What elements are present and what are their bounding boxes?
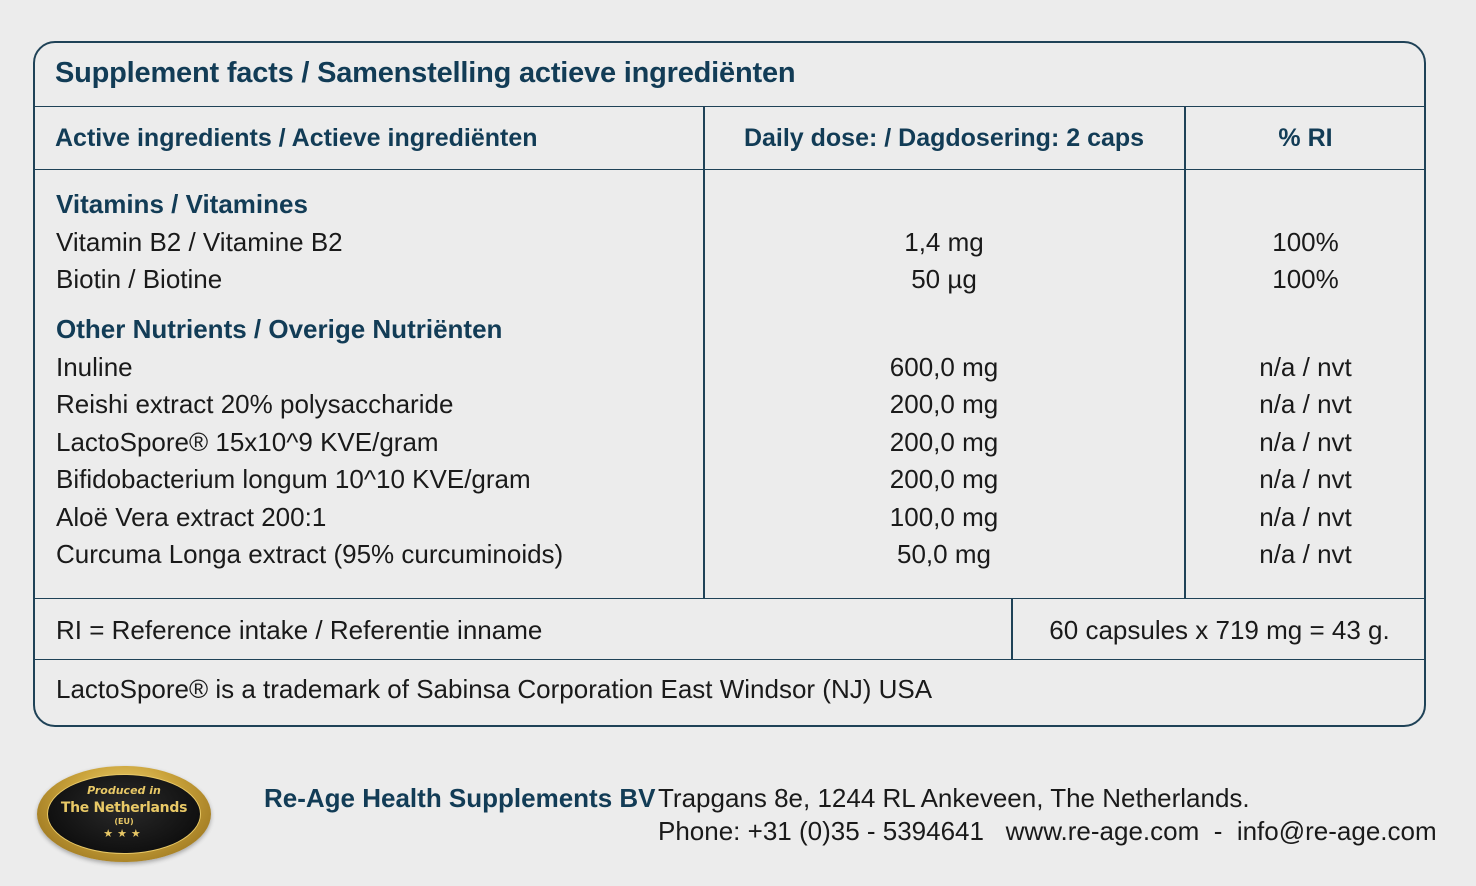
panel-title: Supplement facts / Samenstelling actieve ingrediënten — [55, 57, 796, 89]
table-row-ingredient: Curcuma Longa extract (95% curcuminoids) — [56, 539, 564, 569]
seal-main-text: The Netherlands — [60, 800, 188, 816]
company-address: Trapgans 8e, 1244 RL Ankeveen, The Netherlands. — [658, 783, 1250, 813]
table-row-ri: n/a / nvt — [1259, 502, 1352, 532]
ri-note: RI = Reference intake / Referentie inname — [56, 615, 543, 645]
table-row-dose: 200,0 mg — [889, 464, 999, 494]
table-row-ingredient: Aloë Vera extract 200:1 — [56, 502, 327, 532]
trademark-note: LactoSpore® is a trademark of Sabinsa Corporation East Windsor (NJ) USA — [56, 674, 933, 704]
supplement-facts-panel — [33, 41, 1426, 727]
table-row-ri: 100% — [1272, 264, 1339, 294]
produced-in-netherlands-seal-icon — [37, 766, 211, 862]
table-row-ingredient: LactoSpore® 15x10^9 KVE/gram — [56, 427, 439, 457]
ri-note-row — [35, 598, 1424, 660]
company-contact: Phone: +31 (0)35 - 5394641 www.re-age.com - info@re-age.com — [658, 816, 1437, 846]
table-row-ingredient: Vitamin B2 / Vitamine B2 — [56, 227, 343, 257]
table-row-ingredient: Inuline — [56, 352, 133, 382]
header-ingredients: Active ingredients / Actieve ingrediënten — [55, 124, 538, 152]
table-row-ri: n/a / nvt — [1259, 464, 1352, 494]
header-ri: % RI — [1278, 124, 1333, 152]
seal-eu-text: (EU) — [114, 817, 134, 826]
table-row-dose: 200,0 mg — [889, 427, 999, 457]
title-row — [35, 43, 1424, 107]
company-name: Re-Age Health Supplements BV — [264, 783, 656, 813]
table-row-dose: 600,0 mg — [889, 352, 999, 382]
table-row-dose: 50 µg — [911, 264, 977, 294]
section-other-nutrients: Other Nutrients / Overige Nutriënten — [56, 314, 503, 344]
table-row-ri: n/a / nvt — [1259, 427, 1352, 457]
table-row-ri: n/a / nvt — [1259, 352, 1352, 382]
table-row-dose: 1,4 mg — [904, 227, 984, 257]
section-vitamins: Vitamins / Vitamines — [56, 189, 308, 219]
table-row-dose: 100,0 mg — [889, 502, 999, 532]
table-row-ingredient: Reishi extract 20% polysaccharide — [56, 389, 454, 419]
table-row-ri: 100% — [1272, 227, 1339, 257]
header-dose: Daily dose: / Dagdosering: 2 caps — [743, 124, 1145, 152]
table-row-ingredient: Bifidobacterium longum 10^10 KVE/gram — [56, 464, 531, 494]
seal-stars: ★★★ — [103, 827, 145, 840]
table-row-ri: n/a / nvt — [1259, 539, 1352, 569]
seal-top-text: Produced in — [87, 784, 161, 797]
table-row-dose: 200,0 mg — [889, 389, 999, 419]
capsules-note: 60 capsules x 719 mg = 43 g. — [1049, 615, 1390, 645]
table-header — [35, 107, 1424, 170]
table-row-ingredient: Biotin / Biotine — [56, 264, 223, 294]
table-row-ri: n/a / nvt — [1259, 389, 1352, 419]
table-row-dose: 50,0 mg — [897, 539, 991, 569]
